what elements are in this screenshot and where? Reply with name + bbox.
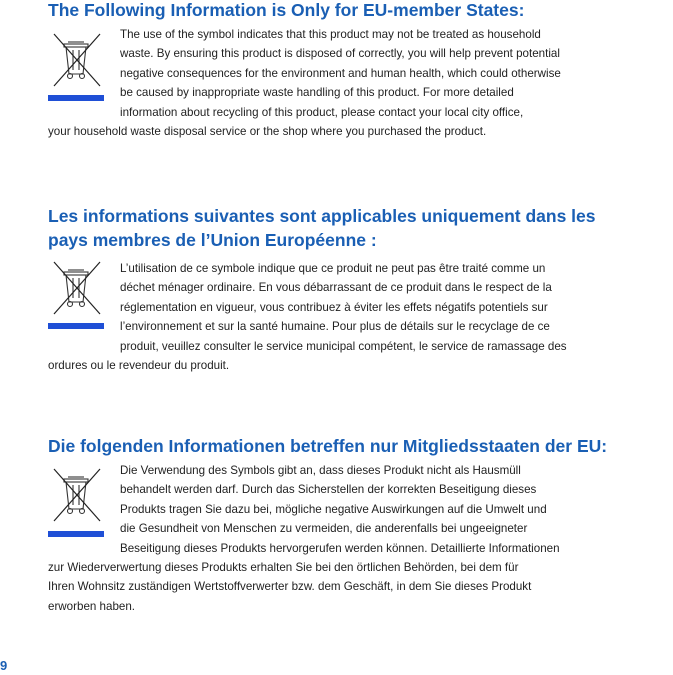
section-body-english (48, 25, 673, 141)
page-number: 9 (0, 658, 8, 673)
text-line: negative consequences for the environment and human health, which could otherwise (120, 66, 561, 80)
text-line: Die Verwendung des Symbols gibt an, dass dieses Produkt nicht als Hausmüll (120, 464, 521, 477)
heading-line: Les informations suivantes sont applicables uniquement dans les (48, 206, 596, 226)
text-line: information about recycling of this product, please contact your local city office, (120, 105, 524, 119)
text-line: produit, veuillez consulter le service municipal compétent, le service de ramassage des (120, 339, 567, 353)
text-line: déchet ménager ordinaire. En vous débarrassant de ce produit dans le respect de la (120, 281, 552, 295)
text-line: ordures ou le revendeur du produit. (48, 359, 230, 373)
text-line: your household waste disposal service or the shop where you purchased the product. (48, 125, 487, 139)
text-line: Beseitigung dieses Produkts hervorgerufen werden können. Detaillierte Informationen (120, 541, 560, 555)
section-heading-french (48, 204, 596, 252)
text-line: réglementation en vigueur, vous contribuez à éviter les effets négatifs potentiels sur (120, 300, 548, 314)
text-line: l’environnement et sur la santé humaine. Pour plus de détails sur le recyclage de ce (120, 320, 550, 334)
section-heading-english: The Following Information is Only for EU-member States: (48, 0, 525, 20)
text-line: behandelt werden darf. Durch das Sicherstellen der korrekten Beseitigung dieses (120, 483, 537, 497)
text-line: Ihren Wohnsitz zuständigen Wertstoffverwerter bzw. dem Geschäft, in dem Sie dieses Produkt (48, 580, 532, 594)
section-body-german (48, 461, 673, 616)
heading-line: pays membres de l’Union Européenne : (48, 230, 377, 250)
text-line: waste. By ensuring this product is disposed of correctly, you will help prevent potential (120, 47, 560, 61)
text-line: L’utilisation de ce symbole indique que ce produit ne peut pas être traité comme un (120, 262, 546, 275)
text-line: be caused by inappropriate waste handling of this product. For more detailed (120, 86, 514, 100)
text-line: die Gesundheit von Menschen zu vermeiden, die anderenfalls bei ungeeigneter (120, 522, 528, 536)
section-body-french (48, 259, 673, 375)
text-line: zur Wiederverwertung dieses Produkts erhalten Sie bei den örtlichen Behörden, bei dem für (48, 561, 519, 575)
text-line: erworben haben. (48, 599, 136, 613)
section-heading-german: Die folgenden Informationen betreffen nur Mitgliedsstaaten der EU: (48, 436, 608, 456)
text-line: Produkts tragen Sie dazu bei, mögliche negative Auswirkungen auf die Umwelt und (120, 502, 547, 516)
text-line: The use of the symbol indicates that this product may not be treated as household (120, 28, 541, 41)
